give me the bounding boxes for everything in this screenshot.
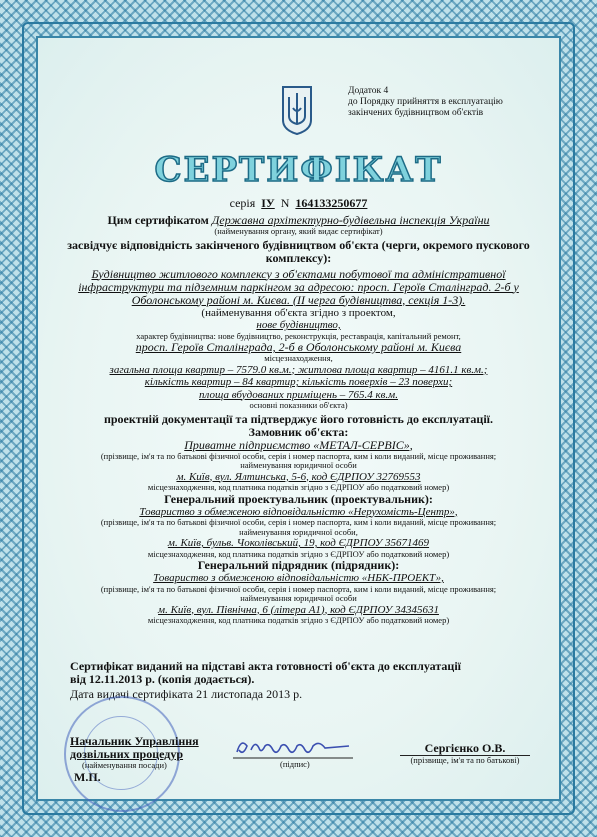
contractor-caption: місцезнаходження, код платника податків згідно з ЄДРПОУ або податковий номер) (147, 615, 450, 625)
signatory-caption: (прізвище, ім'я та по батькові) (410, 755, 520, 765)
appendix-line: закінчених будівництвом об'єктів (348, 108, 484, 118)
signatory-block (400, 742, 530, 766)
number-label: N (280, 196, 290, 210)
object-name-line: Будівництво житлового комплексу з об'єктами побутової та адміністративної (91, 266, 506, 281)
object-indicator: площа вбудованих приміщень – 765.4 кв.м. (199, 388, 398, 401)
series-label: серія (229, 196, 256, 210)
appendix-line: до Порядку прийняття в експлуатацію (348, 97, 503, 107)
coat-of-arms-icon (280, 84, 314, 136)
object-indicator: загальна площа квартир – 7579.0 кв.м.; житлова площа квартир – 4161.1 кв.м.; (109, 363, 488, 376)
issuer-name: Державна архітектурно-будівельна інспекція України (211, 213, 490, 227)
character-caption: характер будівництва: нове будівництво, реконструкція, реставрація, капітальний ремонт, (136, 330, 461, 341)
position-title: Начальник Управління (70, 734, 199, 748)
designer-caption: місцезнаходження, код платника податків згідно з ЄДРПОУ або податковий номер) (147, 548, 450, 559)
indicators-caption: основні показники об'єкта) (249, 400, 348, 410)
stamp-place-mark: М.П. (74, 769, 101, 784)
designer-caption: (прізвище, ім'я та по батькові фізичної особи, серія і номер паспорта, ким і коли виданий, місце проживання; (100, 517, 497, 527)
designer-name: Товариство з обмеженою відповідальністю «Нерухомість-Центр», (139, 505, 458, 518)
designer-address: м. Київ, бульв. Чоколівський, 19, код ЄДРПОУ 35671469 (167, 537, 430, 549)
customer-caption: (прізвище, ім'я та по батькові фізичної особи, серія і номер паспорта, ким і коли виданий, місце проживання; (100, 450, 497, 461)
contractor-address: м. Київ, вул. Північна, 6 (літера А1), код ЄДРПОУ 34345631 (158, 603, 439, 616)
contractor-caption: найменування юридичної особи (240, 593, 357, 603)
handwritten-signature (233, 734, 353, 760)
basis-block (70, 660, 540, 701)
basis-text: від 12.11.2013 р. (копія додається). (70, 672, 255, 686)
object-caption: (найменування об'єкта згідно з проектом, (201, 306, 396, 319)
conformity-text: проектній документації та підтверджує його готовність до експлуатації. (103, 411, 494, 426)
customer-caption: найменування юридичної особи (240, 460, 357, 470)
issue-date-text: Дата видачі сертифіката 21 листопада 2013 р. (70, 687, 303, 701)
contractor-name: Товариство з обмеженою відповідальністю «НБК-ПРОЕКТ», (153, 572, 444, 584)
position-title: дозвільних процедур (70, 747, 184, 761)
object-name-line: Оболонському районі м. Києва. (ІІ черга будівництва, секція 1-3). (131, 292, 466, 307)
object-name-line: інфраструктури та підземним паркінгом за адресою: просп. Героїв Сталінград. 2-б у (78, 279, 519, 294)
issuer-caption: (найменування органу, який видає сертифікат) (214, 226, 383, 236)
series-line (0, 196, 597, 211)
object-indicator: кількість квартир – 84 квартир; кількість поверхів – 23 поверхи; (144, 376, 453, 388)
certificate-body (60, 214, 537, 626)
certificate-number: 164133250677 (295, 196, 368, 210)
customer-name: Приватне підприємство «МЕТАЛ-СЕРВІС», (184, 437, 413, 452)
customer-heading: Замовник об'єкта: (248, 424, 349, 439)
construction-character: нове будівництво, (256, 319, 341, 331)
basis-text: Сертифікат виданий на підставі акта готовності об'єкта до експлуатації (70, 659, 461, 673)
position-caption: (найменування посади) (82, 760, 167, 770)
series-value: ІУ (261, 196, 275, 210)
designer-caption: найменування юридичної особи, (239, 526, 358, 537)
customer-address: м. Київ, вул. Ялтинська, 5-6, код ЄДРПОУ 32769553 (176, 470, 421, 483)
appendix-note (348, 86, 538, 119)
contractor-heading: Генеральний підрядник (підрядник): (197, 558, 400, 572)
contractor-caption: (прізвище, ім'я та по батькові фізичної особи, серія і номер паспорта, ким і коли виданий, місце проживання; (100, 583, 497, 594)
appendix-line: Додаток 4 (348, 86, 389, 96)
certificate-title: СЕРТИФІКАТ (154, 150, 443, 190)
signatory-name: Сергієнко О.В. (400, 742, 530, 756)
object-location: просп. Героїв Сталінграда, 2-б в Оболонському районі м. Києва (135, 340, 462, 354)
signature-caption: (підпис) (280, 759, 310, 769)
location-caption: місцезнаходження, (264, 353, 333, 363)
certifies-text: засвідчує відповідність закінченого будівництвом об'єкта (черги, окремого пускового комплексу): (67, 237, 530, 265)
issuer-prefix: Цим сертифікатом (107, 213, 209, 227)
position-block (70, 735, 230, 784)
designer-heading: Генеральний проектувальник (проектувальник): (164, 491, 433, 506)
customer-caption: місцезнаходження, код платника податків згідно з ЄДРПОУ або податковий номер) (147, 482, 450, 492)
